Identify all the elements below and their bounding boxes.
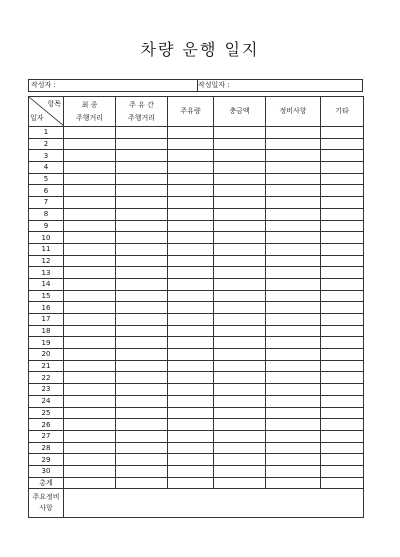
table-row: [29, 454, 364, 466]
day-number: 6: [29, 185, 64, 197]
other-cell[interactable]: [321, 290, 364, 302]
total-cost-cell[interactable]: [214, 255, 266, 267]
maintenance-cell[interactable]: [266, 173, 321, 185]
total-cost-cell[interactable]: [214, 419, 266, 431]
table-row: [29, 127, 364, 139]
day-number: 5: [29, 173, 64, 185]
table-row: [29, 162, 364, 174]
final-mileage-cell[interactable]: [64, 243, 116, 255]
fuel-amount-cell[interactable]: [168, 454, 214, 466]
fuel-amount-cell[interactable]: [168, 208, 214, 220]
total-cost-cell[interactable]: [214, 360, 266, 372]
document-title: 차량 운행 일지: [140, 40, 260, 59]
fuel-amount-cell[interactable]: [168, 267, 214, 279]
final-mileage-cell[interactable]: [64, 419, 116, 431]
interval-mileage-cell[interactable]: [116, 173, 168, 185]
maintenance-cell[interactable]: [266, 314, 321, 326]
header-interval-mileage-line2: 주행거리: [127, 113, 156, 122]
final-mileage-cell[interactable]: [64, 442, 116, 454]
meta-row: [28, 79, 363, 92]
final-mileage-cell[interactable]: [64, 162, 116, 174]
day-number: 8: [29, 208, 64, 220]
header-fuel-amount: 주유량: [168, 97, 214, 127]
interval-mileage-cell[interactable]: [116, 349, 168, 361]
total-label: 총계: [29, 477, 64, 489]
header-maintenance: 정비사항: [266, 97, 321, 127]
vehicle-log-table: [28, 96, 364, 518]
corner-bottom-label: 일자: [30, 114, 44, 122]
other-cell[interactable]: [321, 232, 364, 244]
table-row: [29, 232, 364, 244]
notes-field[interactable]: [64, 489, 364, 518]
total-cost-cell[interactable]: [214, 395, 266, 407]
table-row: [29, 290, 364, 302]
day-number: 20: [29, 349, 64, 361]
fuel-amount-cell[interactable]: [168, 384, 214, 396]
interval-mileage-cell[interactable]: [116, 419, 168, 431]
final-mileage-cell[interactable]: [64, 337, 116, 349]
fuel-amount-cell[interactable]: [168, 162, 214, 174]
fuel-amount-cell[interactable]: [168, 337, 214, 349]
total-cost-cell[interactable]: [214, 430, 266, 442]
header-final-mileage: [64, 97, 116, 127]
final-mileage-cell[interactable]: [64, 232, 116, 244]
maintenance-cell[interactable]: [266, 395, 321, 407]
maintenance-cell[interactable]: [266, 349, 321, 361]
total-cost-cell[interactable]: [214, 325, 266, 337]
fuel-amount-cell[interactable]: [168, 349, 214, 361]
maintenance-cell[interactable]: [266, 372, 321, 384]
table-row: [29, 407, 364, 419]
total-cost-cell[interactable]: [214, 465, 266, 477]
total-cost-cell[interactable]: [214, 127, 266, 139]
interval-mileage-cell[interactable]: [116, 162, 168, 174]
other-cell[interactable]: [321, 454, 364, 466]
day-number: 18: [29, 325, 64, 337]
interval-mileage-cell[interactable]: [116, 150, 168, 162]
fuel-amount-cell[interactable]: [168, 372, 214, 384]
fuel-amount-cell[interactable]: [168, 255, 214, 267]
final-mileage-cell[interactable]: [64, 208, 116, 220]
table-row: [29, 395, 364, 407]
final-mileage-cell[interactable]: [64, 138, 116, 150]
day-number: 23: [29, 384, 64, 396]
table-row: [29, 197, 364, 209]
total-cost-cell[interactable]: [214, 232, 266, 244]
interval-mileage-cell[interactable]: [116, 243, 168, 255]
day-number: 14: [29, 278, 64, 290]
final-mileage-cell[interactable]: [64, 407, 116, 419]
final-mileage-cell[interactable]: [64, 278, 116, 290]
interval-mileage-cell[interactable]: [116, 384, 168, 396]
total-cost[interactable]: [214, 477, 266, 489]
fuel-amount-cell[interactable]: [168, 419, 214, 431]
interval-mileage-cell[interactable]: [116, 337, 168, 349]
final-mileage-cell[interactable]: [64, 360, 116, 372]
notes-row: [29, 489, 364, 518]
day-number: 4: [29, 162, 64, 174]
total-cost-cell[interactable]: [214, 162, 266, 174]
table-row: [29, 185, 364, 197]
day-number: 9: [29, 220, 64, 232]
table-row: [29, 208, 364, 220]
fuel-amount-cell[interactable]: [168, 290, 214, 302]
log-body: [29, 127, 364, 518]
table-row: [29, 337, 364, 349]
other-cell[interactable]: [321, 197, 364, 209]
fuel-amount-cell[interactable]: [168, 278, 214, 290]
fuel-amount-cell[interactable]: [168, 360, 214, 372]
header-final-mileage-line2: 주행거리: [75, 113, 104, 122]
total-cost-cell[interactable]: [214, 290, 266, 302]
other-cell[interactable]: [321, 185, 364, 197]
fuel-amount-cell[interactable]: [168, 150, 214, 162]
total-fuel-amount[interactable]: [168, 477, 214, 489]
day-number: 2: [29, 138, 64, 150]
maintenance-cell[interactable]: [266, 255, 321, 267]
final-mileage-cell[interactable]: [64, 290, 116, 302]
total-cost-cell[interactable]: [214, 185, 266, 197]
day-number: 16: [29, 302, 64, 314]
header-final-mileage-line1: 최 종: [81, 100, 98, 109]
other-cell[interactable]: [321, 162, 364, 174]
table-row: [29, 349, 364, 361]
other-cell[interactable]: [321, 395, 364, 407]
other-cell[interactable]: [321, 127, 364, 139]
interval-mileage-cell[interactable]: [116, 465, 168, 477]
other-cell[interactable]: [321, 220, 364, 232]
total-cost-cell[interactable]: [214, 243, 266, 255]
interval-mileage-cell[interactable]: [116, 138, 168, 150]
maintenance-cell[interactable]: [266, 278, 321, 290]
corner-header: [29, 97, 64, 127]
day-number: 19: [29, 337, 64, 349]
interval-mileage-cell[interactable]: [116, 372, 168, 384]
maintenance-cell[interactable]: [266, 232, 321, 244]
maintenance-cell[interactable]: [266, 419, 321, 431]
table-row: [29, 302, 364, 314]
maintenance-cell[interactable]: [266, 302, 321, 314]
day-number: 17: [29, 314, 64, 326]
day-number: 26: [29, 419, 64, 431]
final-mileage-cell[interactable]: [64, 127, 116, 139]
other-cell[interactable]: [321, 208, 364, 220]
date-field[interactable]: 작성일자 :: [198, 81, 230, 89]
day-number: 24: [29, 395, 64, 407]
total-cost-cell[interactable]: [214, 442, 266, 454]
day-number: 22: [29, 372, 64, 384]
other-cell[interactable]: [321, 465, 364, 477]
other-cell[interactable]: [321, 278, 364, 290]
other-cell[interactable]: [321, 372, 364, 384]
final-mileage-cell[interactable]: [64, 150, 116, 162]
interval-mileage-cell[interactable]: [116, 395, 168, 407]
maintenance-cell[interactable]: [266, 220, 321, 232]
other-cell[interactable]: [321, 255, 364, 267]
fuel-amount-cell[interactable]: [168, 395, 214, 407]
final-mileage-cell[interactable]: [64, 314, 116, 326]
maintenance-cell[interactable]: [266, 208, 321, 220]
interval-mileage-cell[interactable]: [116, 267, 168, 279]
total-cost-cell[interactable]: [214, 208, 266, 220]
day-number: 28: [29, 442, 64, 454]
day-number: 11: [29, 243, 64, 255]
final-mileage-cell[interactable]: [64, 454, 116, 466]
day-number: 25: [29, 407, 64, 419]
header-total-cost: 충금액: [214, 97, 266, 127]
day-number: 10: [29, 232, 64, 244]
other-cell[interactable]: [321, 302, 364, 314]
other-cell[interactable]: [321, 173, 364, 185]
final-mileage-cell[interactable]: [64, 173, 116, 185]
header-other: 기타: [321, 97, 364, 127]
table-row: [29, 465, 364, 477]
total-row: [29, 477, 364, 489]
table-row: [29, 372, 364, 384]
interval-mileage-cell[interactable]: [116, 255, 168, 267]
table-row: [29, 325, 364, 337]
maintenance-cell[interactable]: [266, 465, 321, 477]
total-cost-cell[interactable]: [214, 150, 266, 162]
other-cell[interactable]: [321, 267, 364, 279]
day-number: 7: [29, 197, 64, 209]
fuel-amount-cell[interactable]: [168, 173, 214, 185]
final-mileage-cell[interactable]: [64, 349, 116, 361]
day-number: 15: [29, 290, 64, 302]
final-mileage-cell[interactable]: [64, 255, 116, 267]
interval-mileage-cell[interactable]: [116, 197, 168, 209]
interval-mileage-cell[interactable]: [116, 442, 168, 454]
total-cost-cell[interactable]: [214, 407, 266, 419]
table-row: [29, 442, 364, 454]
other-cell[interactable]: [321, 349, 364, 361]
final-mileage-cell[interactable]: [64, 465, 116, 477]
other-cell[interactable]: [321, 243, 364, 255]
maintenance-cell[interactable]: [266, 150, 321, 162]
final-mileage-cell[interactable]: [64, 430, 116, 442]
interval-mileage-cell[interactable]: [116, 290, 168, 302]
interval-mileage-cell[interactable]: [116, 302, 168, 314]
table-row: [29, 314, 364, 326]
other-cell[interactable]: [321, 430, 364, 442]
author-field[interactable]: 작성자 :: [29, 80, 198, 91]
total-cost-cell[interactable]: [214, 278, 266, 290]
table-row: [29, 220, 364, 232]
fuel-amount-cell[interactable]: [168, 220, 214, 232]
table-row: [29, 267, 364, 279]
other-cell[interactable]: [321, 442, 364, 454]
other-cell[interactable]: [321, 325, 364, 337]
maintenance-cell[interactable]: [266, 127, 321, 139]
table-row: [29, 138, 364, 150]
maintenance-cell[interactable]: [266, 430, 321, 442]
notes-label: [29, 489, 64, 518]
final-mileage-cell[interactable]: [64, 395, 116, 407]
fuel-amount-cell[interactable]: [168, 243, 214, 255]
day-number: 1: [29, 127, 64, 139]
fuel-amount-cell[interactable]: [168, 442, 214, 454]
final-mileage-cell[interactable]: [64, 384, 116, 396]
other-cell[interactable]: [321, 138, 364, 150]
notes-label-line2: 사항: [39, 504, 53, 513]
maintenance-cell[interactable]: [266, 243, 321, 255]
maintenance-cell[interactable]: [266, 360, 321, 372]
notes-label-line1: 주요정비: [32, 493, 60, 502]
table-row: [29, 430, 364, 442]
table-row: [29, 150, 364, 162]
table-row: [29, 384, 364, 396]
interval-mileage-cell[interactable]: [116, 430, 168, 442]
total-cost-cell[interactable]: [214, 384, 266, 396]
other-cell[interactable]: [321, 314, 364, 326]
final-mileage-cell[interactable]: [64, 372, 116, 384]
maintenance-cell[interactable]: [266, 267, 321, 279]
header-interval-mileage-line1: 주 유 간: [129, 100, 154, 109]
fuel-amount-cell[interactable]: [168, 430, 214, 442]
total-cost-cell[interactable]: [214, 173, 266, 185]
other-cell[interactable]: [321, 407, 364, 419]
fuel-amount-cell[interactable]: [168, 185, 214, 197]
maintenance-cell[interactable]: [266, 138, 321, 150]
other-cell[interactable]: [321, 360, 364, 372]
total-cost-cell[interactable]: [214, 372, 266, 384]
day-number: 3: [29, 150, 64, 162]
day-number: 21: [29, 360, 64, 372]
fuel-amount-cell[interactable]: [168, 232, 214, 244]
final-mileage-cell[interactable]: [64, 302, 116, 314]
day-number: 27: [29, 430, 64, 442]
day-number: 30: [29, 465, 64, 477]
table-row: [29, 173, 364, 185]
table-row: [29, 255, 364, 267]
interval-mileage-cell[interactable]: [116, 220, 168, 232]
day-number: 29: [29, 454, 64, 466]
total-cost-cell[interactable]: [214, 314, 266, 326]
interval-mileage-cell[interactable]: [116, 407, 168, 419]
table-row: [29, 360, 364, 372]
maintenance-cell[interactable]: [266, 407, 321, 419]
other-cell[interactable]: [321, 419, 364, 431]
table-row: [29, 419, 364, 431]
total-final-mileage[interactable]: [64, 477, 116, 489]
interval-mileage-cell[interactable]: [116, 325, 168, 337]
total-interval-mileage[interactable]: [116, 477, 168, 489]
total-cost-cell[interactable]: [214, 197, 266, 209]
fuel-amount-cell[interactable]: [168, 138, 214, 150]
table-row: [29, 278, 364, 290]
maintenance-cell[interactable]: [266, 325, 321, 337]
maintenance-cell[interactable]: [266, 442, 321, 454]
interval-mileage-cell[interactable]: [116, 185, 168, 197]
maintenance-cell[interactable]: [266, 197, 321, 209]
final-mileage-cell[interactable]: [64, 325, 116, 337]
final-mileage-cell[interactable]: [64, 185, 116, 197]
other-cell[interactable]: [321, 384, 364, 396]
day-number: 12: [29, 255, 64, 267]
maintenance-cell[interactable]: [266, 162, 321, 174]
header-interval-mileage: [116, 97, 168, 127]
final-mileage-cell[interactable]: [64, 267, 116, 279]
corner-top-label: 항목: [47, 100, 61, 108]
fuel-amount-cell[interactable]: [168, 325, 214, 337]
table-row: [29, 243, 364, 255]
total-cost-cell[interactable]: [214, 337, 266, 349]
total-other[interactable]: [321, 477, 364, 489]
interval-mileage-cell[interactable]: [116, 278, 168, 290]
day-number: 13: [29, 267, 64, 279]
total-cost-cell[interactable]: [214, 267, 266, 279]
final-mileage-cell[interactable]: [64, 197, 116, 209]
maintenance-cell[interactable]: [266, 290, 321, 302]
maintenance-cell[interactable]: [266, 454, 321, 466]
interval-mileage-cell[interactable]: [116, 360, 168, 372]
other-cell[interactable]: [321, 150, 364, 162]
maintenance-cell[interactable]: [266, 384, 321, 396]
header-row: [29, 97, 364, 127]
total-cost-cell[interactable]: [214, 349, 266, 361]
interval-mileage-cell[interactable]: [116, 127, 168, 139]
fuel-amount-cell[interactable]: [168, 465, 214, 477]
total-cost-cell[interactable]: [214, 454, 266, 466]
interval-mileage-cell[interactable]: [116, 314, 168, 326]
fuel-amount-cell[interactable]: [168, 302, 214, 314]
total-cost-cell[interactable]: [214, 138, 266, 150]
total-cost-cell[interactable]: [214, 302, 266, 314]
interval-mileage-cell[interactable]: [116, 454, 168, 466]
interval-mileage-cell[interactable]: [116, 232, 168, 244]
fuel-amount-cell[interactable]: [168, 197, 214, 209]
other-cell[interactable]: [321, 337, 364, 349]
final-mileage-cell[interactable]: [64, 220, 116, 232]
total-maintenance[interactable]: [266, 477, 321, 489]
maintenance-cell[interactable]: [266, 185, 321, 197]
fuel-amount-cell[interactable]: [168, 127, 214, 139]
fuel-amount-cell[interactable]: [168, 407, 214, 419]
maintenance-cell[interactable]: [266, 337, 321, 349]
interval-mileage-cell[interactable]: [116, 208, 168, 220]
fuel-amount-cell[interactable]: [168, 314, 214, 326]
total-cost-cell[interactable]: [214, 220, 266, 232]
